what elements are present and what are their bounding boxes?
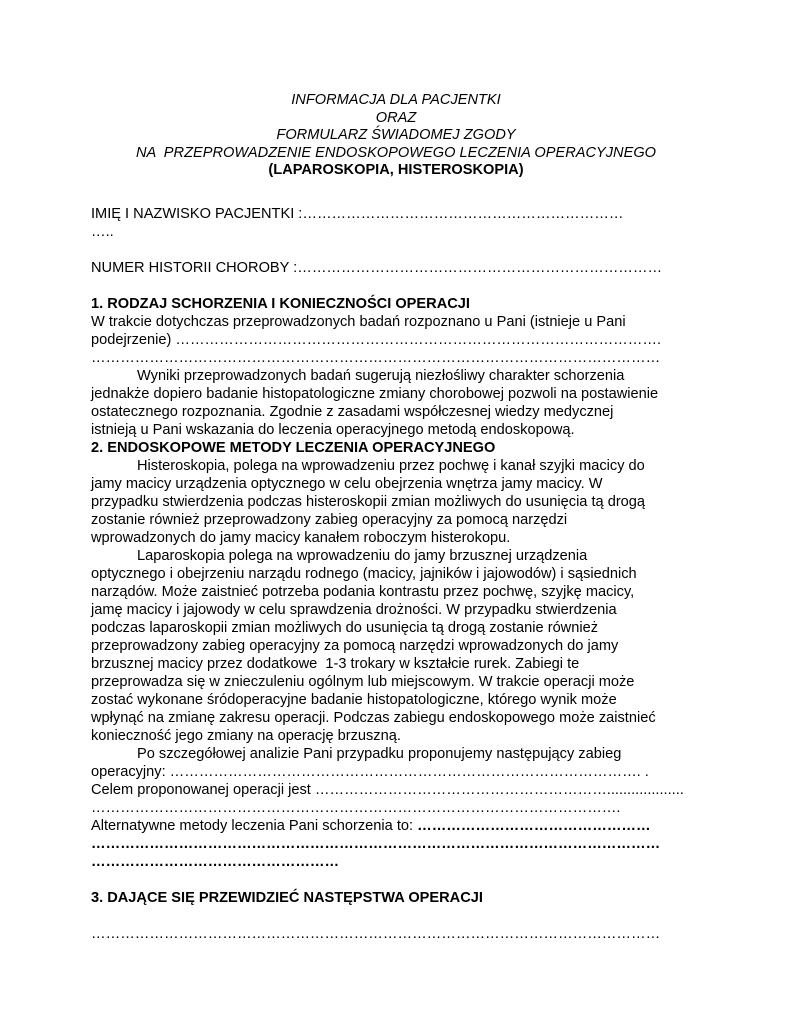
section-1-line: Wyniki przeprowadzonych badań sugerują niezłośliwy charakter schorzenia [137,367,625,384]
operation-goal-field[interactable]: Celem proponowanej operacji jest ……………………………………………………................... [91,781,684,798]
section-2-line: przeprowadza się w znieczuleniu ogólnym lub miejscowym. W trakcie operacji może [91,673,635,690]
alternative-methods-dots[interactable]: ……………………………………………………………………………………………………… [91,835,661,852]
patient-name-line-2: ….. [91,223,114,240]
operation-goal-dots[interactable]: ………………………………………………………………………………………………. [91,799,621,816]
medical-record-line: NUMER HISTORII CHOROBY :………………………………………………………………… [91,259,663,276]
document-header [91,92,701,180]
alternative-methods-field[interactable]: Alternatywne metody leczenia Pani schorzenia to: ………………………………………… [91,817,651,834]
section-3 [91,889,701,943]
section-2-line: przeprowadzony zabieg operacyjny za pomocą narzędzi wprowadzonych do jamy [91,637,619,654]
section-2-line: narządów. Może zaistnieć potrzeba podania kontrastu przez pochwę, szyjkę macicy, [91,583,635,600]
consequences-dots[interactable]: ……………………………………………………………………………………………………… [91,925,661,942]
section-2-line: wprowadzonych do jamy macicy kanałem roboczym histerokopu. [91,529,511,546]
header-line-4: NA PRZEPROWADZENIE ENDOSKOPOWEGO LECZENIA OPERACYJNEGO [135,144,657,161]
patient-name-line-1: IMIĘ I NAZWISKO PACJENTKI :………………………………………………………… [91,205,624,222]
section-1-line: podejrzenie) ………………………………………………………………………………………. [91,331,662,348]
section-2-line: Laparoskopia polega na wprowadzeniu do jamy brzusznej urządzenia [137,547,588,564]
section-1-line: istnieją u Pani wskazania do leczenia operacyjnego metodą endoskopową. [91,421,575,438]
patient-name-field[interactable] [91,205,701,241]
alternative-methods-dots[interactable]: …………………………………………… [91,853,340,870]
medical-record-field[interactable] [91,259,701,277]
section-2-line: optycznego i obejrzeniu narządu rodnego (macicy, jajników i jajowodów) i sąsiednich [91,565,637,582]
header-line-1: INFORMACJA DLA PACJENTKI [291,92,501,108]
section-2-line: Histeroskopia, polega na wprowadzeniu przez pochwę i kanał szyjki macicy do [137,457,645,474]
section-2-line: wpłynąć na zmianę zakresu operacji. Podczas zabiegu endoskopowego może zaistnieć [91,709,656,726]
section-2-line: przypadku stwierdzenia podczas histeroskopii zmian możliwych do usunięcia tą drogą [91,493,646,510]
proposed-procedure-field[interactable]: Po szczegółowej analizie Pani przypadku proponujemy następujący zabieg [137,745,622,762]
header-line-3: FORMULARZ ŚWIADOMEJ ZGODY [276,127,516,143]
section-2 [91,439,701,871]
section-2-line: zostanie również przeprowadzony zabieg operacyjny za pomocą narzędzi [91,511,568,528]
section-2-line: podczas laparoskopii zmian możliwych do usunięcia tą drogą zostanie również [91,619,598,636]
section-2-line: zostać wykonane śródoperacyjne badanie histopatologiczne, którego wynik może [91,691,617,708]
section-2-line: jamę macicy i jajowody w celu sprawdzenia drożności. W przypadku stwierdzenia [91,601,617,618]
section-1-line: jednakże dopiero badanie histopatologiczne zmiany chorobowej pozwoli na postawienie [91,385,659,402]
header-line-5: (LAPAROSKOPIA, HISTEROSKOPIA) [268,162,524,178]
section-1-heading: 1. RODZAJ SCHORZENIA I KONIECZNOŚCI OPERACJI [91,295,470,312]
section-2-line: konieczność jego zmiany na operację brzuszną. [91,727,401,744]
section-2-heading: 2. ENDOSKOPOWE METODY LECZENIA OPERACYJNEGO [91,439,496,456]
header-line-2: ORAZ [375,109,417,126]
section-2-line: jamy macicy urządzenia optycznego w celu obejrzenia wnętrza jamy macicy. W [91,475,603,492]
section-2-line: brzusznej macicy przez dodatkowe 1-3 trokary w kształcie rurek. Zabiegi te [91,655,580,672]
proposed-procedure-dots[interactable]: operacyjny: ……………………………………………………………………………………. . [91,763,649,780]
section-3-heading: 3. DAJĄCE SIĘ PRZEWIDZIEĆ NASTĘPSTWA OPERACJI [91,889,483,906]
section-1-line: ostatecznego rozpoznania. Zgodnie z zasadami współczesnej wiedzy medycznej [91,403,614,420]
section-1-line: ……………………………………………………………………………………………………… [91,349,661,366]
document-page [91,92,701,943]
section-1-line: W trakcie dotychczas przeprowadzonych badań rozpoznano u Pani (istnieje u Pani [91,313,626,330]
section-1 [91,295,701,439]
